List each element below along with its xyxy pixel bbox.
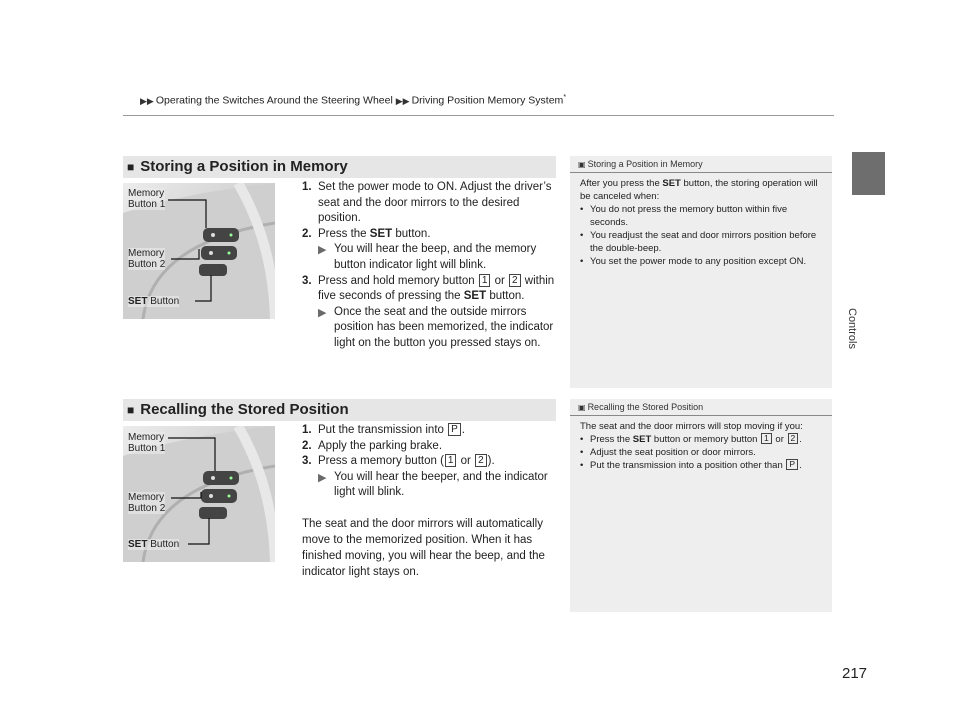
step-3-result: ▶ Once the seat and the outside mirrors position has been memorized, the indicator light on the button you pressed stays on.	[318, 305, 554, 349]
section-title: Recalling the Stored Position	[140, 401, 349, 418]
note-body: The seat and the door mirrors will stop moving if you: • Press the SET button or memory button 1 or 2 . • Adjust the seat position or door mirrors. • Put the transmission into a position other than P .	[570, 416, 832, 472]
label-memory-button-2: Memory Button 2	[128, 492, 166, 514]
storing-steps	[302, 180, 557, 352]
key-2: 2	[475, 454, 487, 467]
breadcrumb	[140, 94, 566, 107]
step-2: 2. Apply the parking brake.	[302, 439, 443, 452]
note-recalling	[570, 399, 832, 612]
breadcrumb-mark: *	[563, 94, 567, 101]
key-2: 2	[509, 274, 521, 287]
side-label: Controls	[846, 308, 858, 349]
breadcrumb-part1: Operating the Switches Around the Steering Wheel	[155, 94, 393, 107]
memory-buttons-photo	[123, 426, 275, 562]
section-heading-storing	[123, 156, 556, 178]
recall-paragraph: The seat and the door mirrors will automatically move to the memorized position. When it has finished moving, you will hear the beep, and the indicator light stays on.	[302, 518, 545, 578]
header-divider	[123, 115, 834, 116]
step-3-result: ▶ You will hear the beeper, and the indicator light will blink.	[318, 470, 548, 499]
note-bullet: • You readjust the seat and door mirrors position before the double-beep.	[580, 229, 824, 255]
step-3: 3. Press and hold memory button 1 or 2 within five seconds of pressing the SET button.	[302, 274, 555, 303]
label-memory-button-2: Memory Button 2	[128, 248, 166, 270]
key-1: 1	[445, 454, 457, 467]
recalling-steps	[302, 423, 557, 501]
double-arrow-icon: ▶▶	[395, 95, 410, 106]
note-storing	[570, 156, 832, 388]
note-title: ▣ Recalling the Stored Position	[570, 399, 832, 416]
note-body: After you press the SET button, the storing operation will be canceled when: • You do not press the memory button within five seconds. • You readjust the seat and door mirrors position before the double-beep. • You set the power mode to any position except ON.	[570, 173, 832, 268]
result-arrow-icon: ▶	[318, 306, 327, 319]
double-arrow-icon: ▶▶	[140, 95, 154, 106]
breadcrumb-part2: Driving Position Memory System	[411, 94, 564, 107]
key-1: 1	[479, 274, 491, 287]
note-bullet: • You set the power mode to any position except ON.	[580, 255, 824, 268]
label-memory-button-1: Memory Button 1	[128, 188, 166, 210]
step-1: 1. Set the power mode to ON. Adjust the driver’s seat and the door mirrors to the desired position.	[302, 181, 552, 225]
result-arrow-icon: ▶	[318, 471, 327, 484]
square-bullet-icon: ■	[127, 403, 135, 417]
note-icon: ▣	[578, 403, 586, 412]
step-1: 1. Put the transmission into P .	[302, 424, 465, 436]
note-bullet: • Adjust the seat position or door mirrors.	[580, 446, 824, 459]
page-number: 217	[842, 665, 868, 682]
step-2: 2. Press the SET button.	[302, 227, 431, 240]
square-bullet-icon: ■	[127, 160, 135, 174]
step-2-result: ▶ You will hear the beep, and the memory button indicator light will blink.	[318, 243, 537, 271]
note-icon: ▣	[578, 160, 586, 169]
section-heading-recalling	[123, 399, 556, 421]
note-bullet: • Press the SET button or memory button 1 or 2 .	[580, 433, 824, 446]
memory-buttons-photo	[123, 183, 275, 319]
note-bullet: • You do not press the memory button within five seconds.	[580, 203, 824, 229]
note-title: ▣ Storing a Position in Memory	[570, 156, 832, 173]
key-p: P	[448, 423, 461, 436]
step-3: 3. Press a memory button ( 1 or 2 ).	[302, 455, 495, 468]
section-title: Storing a Position in Memory	[140, 158, 348, 175]
label-memory-button-1: Memory Button 1	[128, 432, 166, 454]
label-set-button: SET Button	[128, 296, 180, 307]
label-set-button: SET Button	[128, 539, 180, 550]
note-bullet: • Put the transmission into a position other than P .	[580, 459, 824, 472]
side-tab-marker	[852, 152, 885, 195]
result-arrow-icon: ▶	[318, 244, 327, 257]
